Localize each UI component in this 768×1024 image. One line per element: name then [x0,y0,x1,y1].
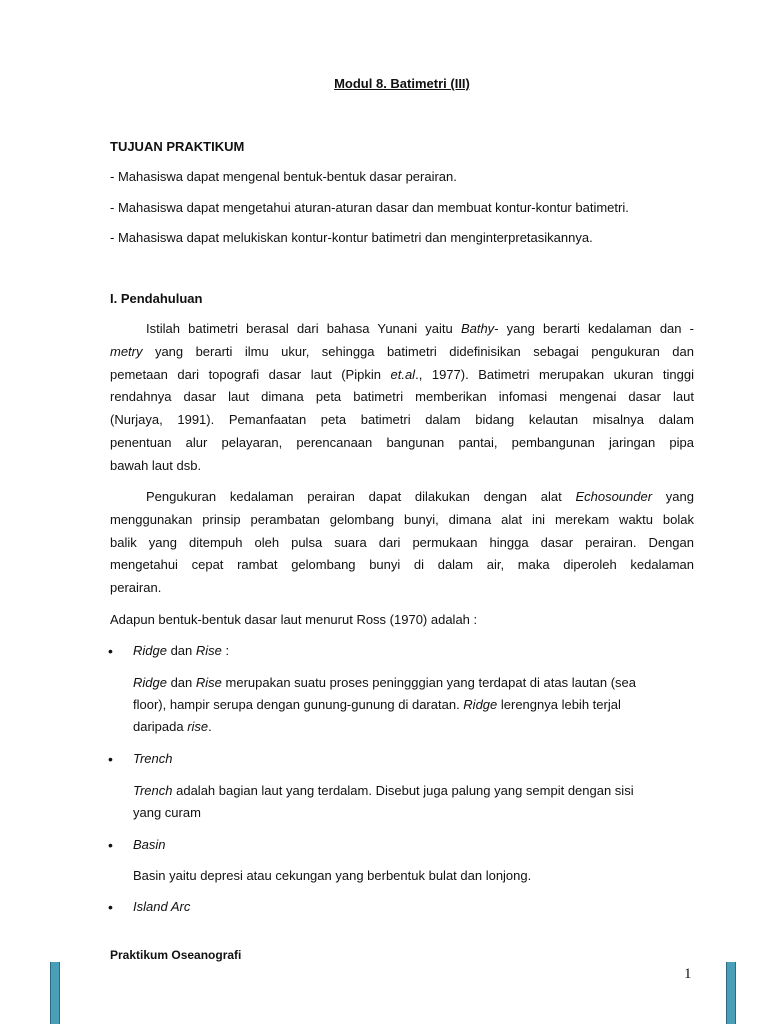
para1-line-3: pemetaan dari topografi dasar laut (Pipkin et.al., 1977). Batimetri merupakan ukuran tinggi [110,366,694,382]
para2-line-3: balik yang ditempuh oleh pulsa suara dari permukaan hingga dasar perairan. Dengan [110,534,694,550]
paragraph-pengukuran [110,486,694,600]
basin-desc-line-1: Basin yaitu depresi atau cekungan yang berbentuk bulat dan lonjong. [133,868,532,883]
bullet-icon: • [108,643,113,659]
para1-line-4: rendahnya dasar laut dimana peta batimetri memberikan infomasi mengenai dasar laut [110,389,694,405]
ridge-desc-line-2: floor), hampir serupa dengan gunung-gunung di daratan. Ridge lerengnya lebih terjal [133,697,621,712]
tujuan-item-1: - Mahasiswa dapat mengenal bentuk-bentuk dasar perairan. [110,169,457,184]
paragraph-adapun: Adapun bentuk-bentuk dasar laut menurut Ross (1970) adalah : [110,612,478,627]
para1-line-7: bawah laut dsb. [110,457,202,473]
ridge-desc-line-1: Ridge dan Rise merupakan suatu proses peningggian yang terdapat di atas lautan (sea [133,675,637,690]
ridge-desc-line-3: daripada rise. [133,719,212,734]
bullet-basin-title: Basin [133,837,166,852]
para1-line-1: Istilah batimetri berasal dari bahasa Yunani yaitu Bathy- yang berarti kedalaman dan - [146,321,695,336]
right-border-bar [726,962,736,1024]
bullet-ridge-title: Ridge dan Rise : [133,643,230,658]
tujuan-item-2: - Mahasiswa dapat mengetahui aturan-aturan dasar dan membuat kontur-kontur batimetri. [110,200,629,215]
left-border-bar [50,962,60,1024]
bullet-island-arc-title: Island Arc [133,899,191,914]
tujuan-heading: TUJUAN PRAKTIKUM [110,139,245,154]
bullet-icon: • [108,751,113,767]
para1-line-5: (Nurjaya, 1991). Pemanfaatan peta batimetri dalam bidang kelautan misalnya dalam [110,412,694,428]
tujuan-item-3: - Mahasiswa dapat melukiskan kontur-kontur batimetri dan menginterpretasikannya. [110,230,593,245]
bullet-icon: • [108,899,113,915]
page-title: Modul 8. Batimetri (III) [334,76,470,91]
bullet-icon: • [108,837,113,853]
para1-line-6: penentuan alur pelayaran, perencanaan bangunan pantai, pembangunan jaringan pipa [110,434,694,450]
paragraph-istilah [110,318,694,478]
para2-line-1: Pengukuran kedalaman perairan dapat dilakukan dengan alat Echosounder yang [146,489,694,504]
para1-line-2: metry yang berarti ilmu ukur, sehingga batimetri didefinisikan sebagai pengukuran dan [110,343,694,359]
trench-desc-line-2: yang curam [133,805,201,820]
footer-label: Praktikum Oseanografi [110,948,242,962]
page-number: 1 [684,966,692,982]
pendahuluan-heading: I. Pendahuluan [110,291,203,306]
bullet-trench-title: Trench [133,751,173,766]
para2-line-5: perairan. [110,580,162,596]
trench-desc-line-1: Trench adalah bagian laut yang terdalam. Disebut juga palung yang sempit dengan sisi [133,783,634,798]
para2-line-4: mengetahui cepat rambat gelombang bunyi di dalam air, maka diperoleh kedalaman [110,557,694,573]
para2-line-2: menggunakan prinsip perambatan gelombang bunyi, dimana alat ini merekam waktu bolak [110,511,694,527]
